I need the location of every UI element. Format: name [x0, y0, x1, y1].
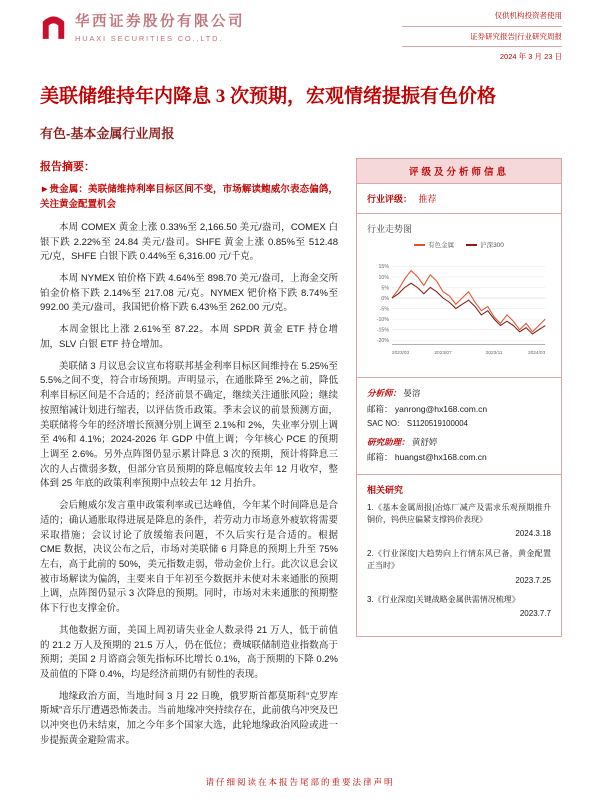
analyst-label: 分析师： [367, 388, 402, 399]
chart-legend [367, 240, 551, 249]
related-research-item[interactable] [367, 548, 551, 587]
summary-paragraph: 美联储 3 月议息会议宣布将联邦基金利率目标区间维持在 5.25%至 5.5%之间不变，符合市场预期。声明显示，在通胀降至 2%之前，降低利率目标区间是不合适的；经济前景不确定，继续关注通胀风险；继续按照缩减计划进行缩表，以评估货币政策。季末会议的前景预测方面，美联储将今年的经济增长预测分别上调至 2.1%和 2%，失业率分别上调至 4%和 4.1%；2024-2026 年 GDP 中值上调；今年核心 PCE 的预期上调至 2.6%。另外点阵图仍显示累计降息 3 次的预期，预计将降息三次的人占微弱多数，但部分官员预期的降息幅度较去年 12 月收窄，整体到 25 年底的政策利率预期中点较去年 12 月抬升。 [40, 360, 338, 490]
svg-text:2023/11: 2023/11 [485, 351, 503, 357]
svg-text:15%: 15% [378, 264, 390, 271]
legend-marker [414, 244, 425, 246]
svg-text:2023/03: 2023/03 [391, 351, 410, 357]
report-title: 美联储维持年内降息 3 次预期，宏观情绪提振有色价格 [40, 86, 497, 107]
svg-text:-20%: -20% [376, 338, 390, 345]
svg-text:2024/03: 2024/03 [527, 351, 546, 357]
related-research-section [357, 475, 561, 636]
related-research-item[interactable] [367, 594, 551, 621]
summary-paragraph: 本周金银比上涨 2.61%至 87.22。本周 SPDR 黄金 ETF 持仓增加，SLV 白银 ETF 持仓增加。 [40, 324, 338, 350]
related-research-text: 2.《行业深度|大趋势向上行情东风已备，黄金配置正当时》 [367, 548, 551, 571]
summary-paragraph: 本周 NYMEX 铂价格下跌 4.64%至 898.70 美元/盎司，上海金交所铂金价格下跌 2.14%至 217.08 元/克。NYMEX 钯价格下跌 8.74%至 992.00 美元/盎司，我国钯价格下跌 6.43%至 262.00 元/克。 [40, 273, 338, 314]
summary-paragraph: 会后鲍威尔发言重申政策利率或已达峰值，今年某个时间降息是合适的；确认通胀取得进展是降息的条件，若劳动力市场意外疲软将需要采取措施；会议讨论了放缓缩表问题，不久后实行是合适的。根据 CME 数据，决议公布之后，市场对美联储 6 月降息的预期上升至 75%左右，高于此前的 50%，美元指数走弱，带动金价上行。此次议息会议被市场解读为偏鸽，主要来自于年初至今数据并未使对未来通胀的预期上调，点阵图仍显示 3 次降息的预期。同时，市场对未来通胀的预期整体下行也支撑金价。 [40, 500, 338, 615]
svg-text:5%: 5% [381, 285, 390, 292]
sac-row [367, 417, 551, 431]
industry-rating-row [357, 184, 561, 214]
legend-marker [466, 244, 477, 246]
sidebar-box-title: 评级及分析师信息 [357, 159, 561, 184]
report-subtitle: 有色-基本金属行业周报 [40, 126, 175, 142]
legend-label: 有色金属 [428, 242, 455, 250]
svg-text:2023/07: 2023/07 [434, 351, 452, 357]
legend-entry [414, 240, 454, 249]
summary-column [40, 158, 338, 762]
analyst-info-section [357, 378, 561, 474]
analyst-email-row [367, 402, 551, 417]
assistant-row [367, 435, 551, 450]
summary-paragraph: 地缘政治方面，当地时间 3 月 22 日晚，俄罗斯首都莫斯科“克罗库斯城”音乐厅遭遇恐怖袭击。当前地缘冲突持续存在，此前俄乌冲突及巴以冲突也仍未结束，加之今年多个国家大选，此轮地缘政治风险或进一步提振黄金避险需求。 [40, 690, 338, 746]
report-date: 2024 年 3 月 23 日 [402, 46, 562, 62]
related-research-text: 3.《行业深度|关键战略金属供需情况梳理》 [367, 595, 520, 604]
legend-label: 沪深300 [480, 242, 504, 250]
svg-text:-5%: -5% [379, 306, 390, 313]
legal-footer: 请仔细阅读在本报告尾部的重要法律声明 [205, 777, 395, 787]
chart-title: 行业走势图 [367, 224, 413, 235]
summary-heading: 报告摘要： [40, 161, 95, 174]
assistant-email: huangst@hx168.com.cn [394, 452, 487, 463]
svg-text:10%: 10% [378, 275, 390, 282]
svg-text:-15%: -15% [376, 328, 390, 335]
company-name-cn: 华西证券股份有限公司 [75, 14, 245, 30]
investor-notice: 仅供机构投资者使用 [494, 11, 562, 20]
rating-label: 行业评级： [367, 194, 413, 205]
huaxi-logo-icon [40, 10, 67, 40]
svg-text:-10%: -10% [376, 317, 390, 324]
related-research-date: 2023.7.7 [519, 609, 551, 619]
page-header [0, 0, 600, 62]
legend-entry [466, 240, 504, 249]
related-list [367, 502, 551, 621]
header-meta [402, 10, 562, 62]
email-label: 邮箱： [367, 403, 393, 414]
related-research-text: 1.《基本金属周报|冶炼厂减产及需求乐观预期推升铜价，钨供应偏紧支撑钨价表现》 [367, 502, 551, 525]
sac-number: S1120519100004 [406, 419, 468, 429]
summary-highlight: ►贵金属：美联储维持利率目标区间不变，市场解读鲍威尔表态偏鸽，关注黄金配置机会 [40, 184, 338, 211]
sac-label: SAC NO： [367, 419, 405, 429]
related-research-date: 2023.7.25 [515, 575, 551, 585]
summary-paragraph: 其他数据方面，美国上周初请失业金人数录得 21 万人，低于前值的 21.2 万人及预期的 21.5 万人，仍在低位；费城联储制造业指数高于预期；美国 2 月谘商会领先指标环比增长 0.1%，高于预期的下降 0.2%及前值的下降 0.4%，均是经济前期仍有韧性的表现。 [40, 624, 338, 680]
assistant-label: 研究助理： [367, 437, 410, 448]
rating-analyst-box [356, 158, 562, 636]
related-research-title: 相关研究 [367, 484, 404, 495]
email-label: 邮箱： [367, 452, 393, 463]
analyst-email: yanrong@hx168.com.cn [394, 403, 488, 414]
content-area [40, 158, 562, 762]
brand-block [40, 10, 245, 62]
assistant-name: 黄舒婷 [411, 437, 438, 448]
related-research-date: 2024.3.18 [515, 529, 551, 539]
analyst-name: 晏溶 [403, 388, 421, 399]
company-name-en: HUAXI SECURITIES CO.,LTD. [75, 34, 224, 43]
assistant-email-row [367, 450, 551, 465]
related-research-item[interactable] [367, 502, 551, 541]
analyst-row [367, 386, 551, 401]
svg-text:0%: 0% [381, 296, 390, 303]
summary-paragraph: 本周 COMEX 黄金上涨 0.33%至 2,166.50 美元/盎司，COMEX 白银下跌 2.22%至 24.84 美元/盎司。SHFE 黄金上涨 0.85%至 512.48 元/克，SHFE 白银下跌 0.44%至 6,316.00 元/千克。 [40, 221, 338, 263]
rating-value: 推荐 [418, 194, 437, 205]
summary-paragraphs [40, 221, 338, 749]
company-name-block [75, 10, 245, 43]
report-type: 证券研究报告|行业研究周报 [402, 26, 562, 42]
sidebar [356, 158, 562, 762]
industry-chart-svg [367, 251, 551, 369]
industry-trend-section [357, 214, 561, 378]
